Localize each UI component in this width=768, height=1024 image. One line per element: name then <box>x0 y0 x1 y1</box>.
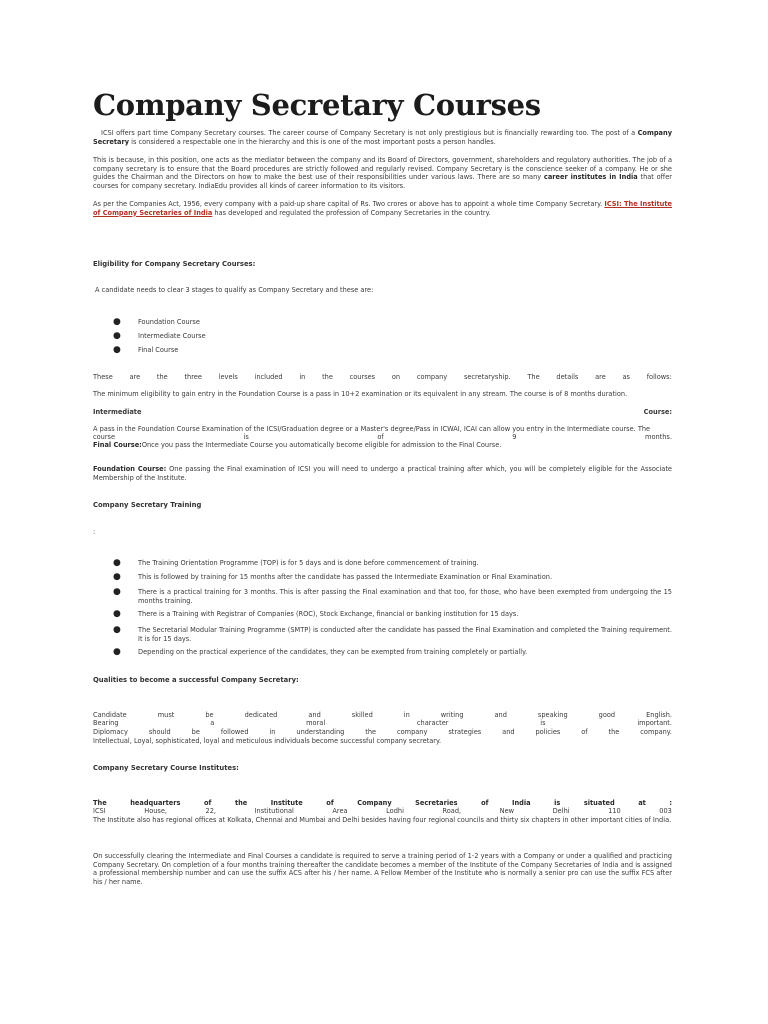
intro-paragraph-3: As per the Companies Act, 1956, every company with a paid-up share capital of Rs. Two crores or above has to appoint a whole time Company Secretary. ICSI: The Institute of Company Secretaries of India has developed and regulated the profession of Company Secretaries in the country. <box>93 200 672 217</box>
final-course-line: Final Course:Once you pass the Intermediate Course you automatically become eligible for admission to the Final Course. <box>93 441 502 449</box>
intermediate-heading-line: Intermediate Course: <box>93 408 672 416</box>
eligibility-lead: A candidate needs to clear 3 stages to qualify as Company Secretary and these are: <box>95 286 374 294</box>
levels-line: These are the three levels included in the courses on company secretaryship. The details are as follows: <box>93 373 672 381</box>
qualities-line-3: Diplomacy should be followed in understanding the company strategies and policies of the company. <box>93 728 672 736</box>
foundation-paragraph: Foundation Course: One passing the Final examination of ICSI you will need to undergo a practical training after which, you will be completely eligible for the Associate Membership of the Institute. <box>93 465 672 482</box>
intermediate-duration-line: course is of 9 months. <box>93 433 672 441</box>
stage-label: Intermediate Course <box>138 332 206 340</box>
min-eligibility: The minimum eligibility to gain entry in the Foundation Course is a pass in 10+2 examination or its equivalent in any stream. The course is of 8 months duration. <box>93 390 628 398</box>
training-item: ● There is a practical training for 3 months. This is after passing the Final examination and that too, for those, who have been exempted from undergoing the 15 months training. <box>113 587 672 605</box>
bullet-icon: ● <box>113 609 121 619</box>
intermediate-text: A pass in the Foundation Course Examination of the ICSI/Graduation degree or a Master's degree/Pass in ICWAI, ICAI can allow you entry in the Intermediate course. The <box>93 425 651 433</box>
institutes-heading: Company Secretary Course Institutes: <box>93 764 239 772</box>
qualities-line-4: Intellectual, Loyal, sophisticated, loyal and meticulous individuals become successful company secretary. <box>93 737 442 745</box>
qualities-heading: Qualities to become a successful Company Secretary: <box>93 676 299 684</box>
training-item: ● The Training Orientation Programme (TOP) is for 5 days and is done before commencement of training. <box>113 558 479 568</box>
stage-label: Foundation Course <box>138 318 200 326</box>
qualities-line-2: Bearing a moral character is important. <box>93 719 672 727</box>
stage-item <box>113 332 206 341</box>
intro-paragraph-1: ICSI offers part time Company Secretary courses. The career course of Company Secretary is not only prestigious but is financially rewarding too. The post of a Company Secretary is considered a respectable one in the hierarchy and this is one of the most important posts a person handles. <box>93 129 672 146</box>
training-item: ● This is followed by training for 15 months after the candidate has passed the Intermediate Examination or Final Examination. <box>113 572 553 582</box>
intro-paragraph-2: This is because, in this position, one acts as the mediator between the company and its Board of Directors, government, shareholders and regulatory authorities. The job of a company secretary is to ensure that the Board procedures are strictly followed and regularly revised. Company Secretary is the conscience seeker of a company. He or she guides the Chairman and the Directors on how to make the best use of their responsibilities under various laws. There are so many career institutes in India that offer courses for company secretary. IndiaEdu provides all kinds of career information to its visitors. <box>93 156 672 190</box>
bullet-icon: ● <box>113 647 121 657</box>
page-title: Company Secretary Courses <box>93 88 541 122</box>
closing-paragraph: On successfully clearing the Intermediate and Final Courses a candidate is required to serve a training period of 1-2 years with a Company or under a qualified and practicing Company Secretary. On completion of a four months training thereafter the candidate becomes a member of the Institute of the Company Secretaries of India and is assigned a professional membership number and can use the suffix ACS after his / her name. A Fellow Member of the Institute who is normally a senior pro can use the suffix FCS after his / her name. <box>93 852 672 886</box>
icsi-link[interactable]: ICSI: The Institute of Company Secretaries of India <box>93 200 672 217</box>
institutes-regional: The Institute also has regional offices at Kolkata, Chennai and Mumbai and Delhi besides having four regional councils and thirty six chapters in other important cities of India. <box>93 816 672 824</box>
bullet-icon: ● <box>113 345 121 355</box>
stage-item <box>113 318 200 327</box>
institutes-address: ICSI House, 22, Institutional Area Lodhi Road, New Delhi 110 003 <box>93 807 672 815</box>
stage-item <box>113 346 178 355</box>
bullet-icon: ● <box>113 572 121 582</box>
stage-label: Final Course <box>138 346 179 354</box>
qualities-line-1: Candidate must be dedicated and skilled in writing and speaking good English. <box>93 711 672 719</box>
bullet-icon: ● <box>113 587 121 597</box>
bullet-icon: ● <box>113 625 121 635</box>
eligibility-heading: Eligibility for Company Secretary Courses: <box>93 260 256 268</box>
institutes-line-1: The headquarters of the Institute of Company Secretaries of India is situated at : <box>93 799 672 807</box>
bullet-icon: ● <box>113 558 121 568</box>
bullet-icon: ● <box>113 331 121 341</box>
training-item: ● The Secretarial Modular Training Programme (SMTP) is conducted after the candidate has passed the Final Examination and completed the Training requirement. It is for 15 days. <box>113 625 672 643</box>
training-item: ● Depending on the practical experience of the candidates, they can be exempted from training completely or partially. <box>113 647 528 657</box>
training-item: ● There is a Training with Registrar of Companies (ROC), Stock Exchange, financial or banking institution for 15 days. <box>113 609 519 619</box>
training-colon: : <box>93 528 96 536</box>
bullet-icon: ● <box>113 317 121 327</box>
training-heading: Company Secretary Training <box>93 501 202 509</box>
